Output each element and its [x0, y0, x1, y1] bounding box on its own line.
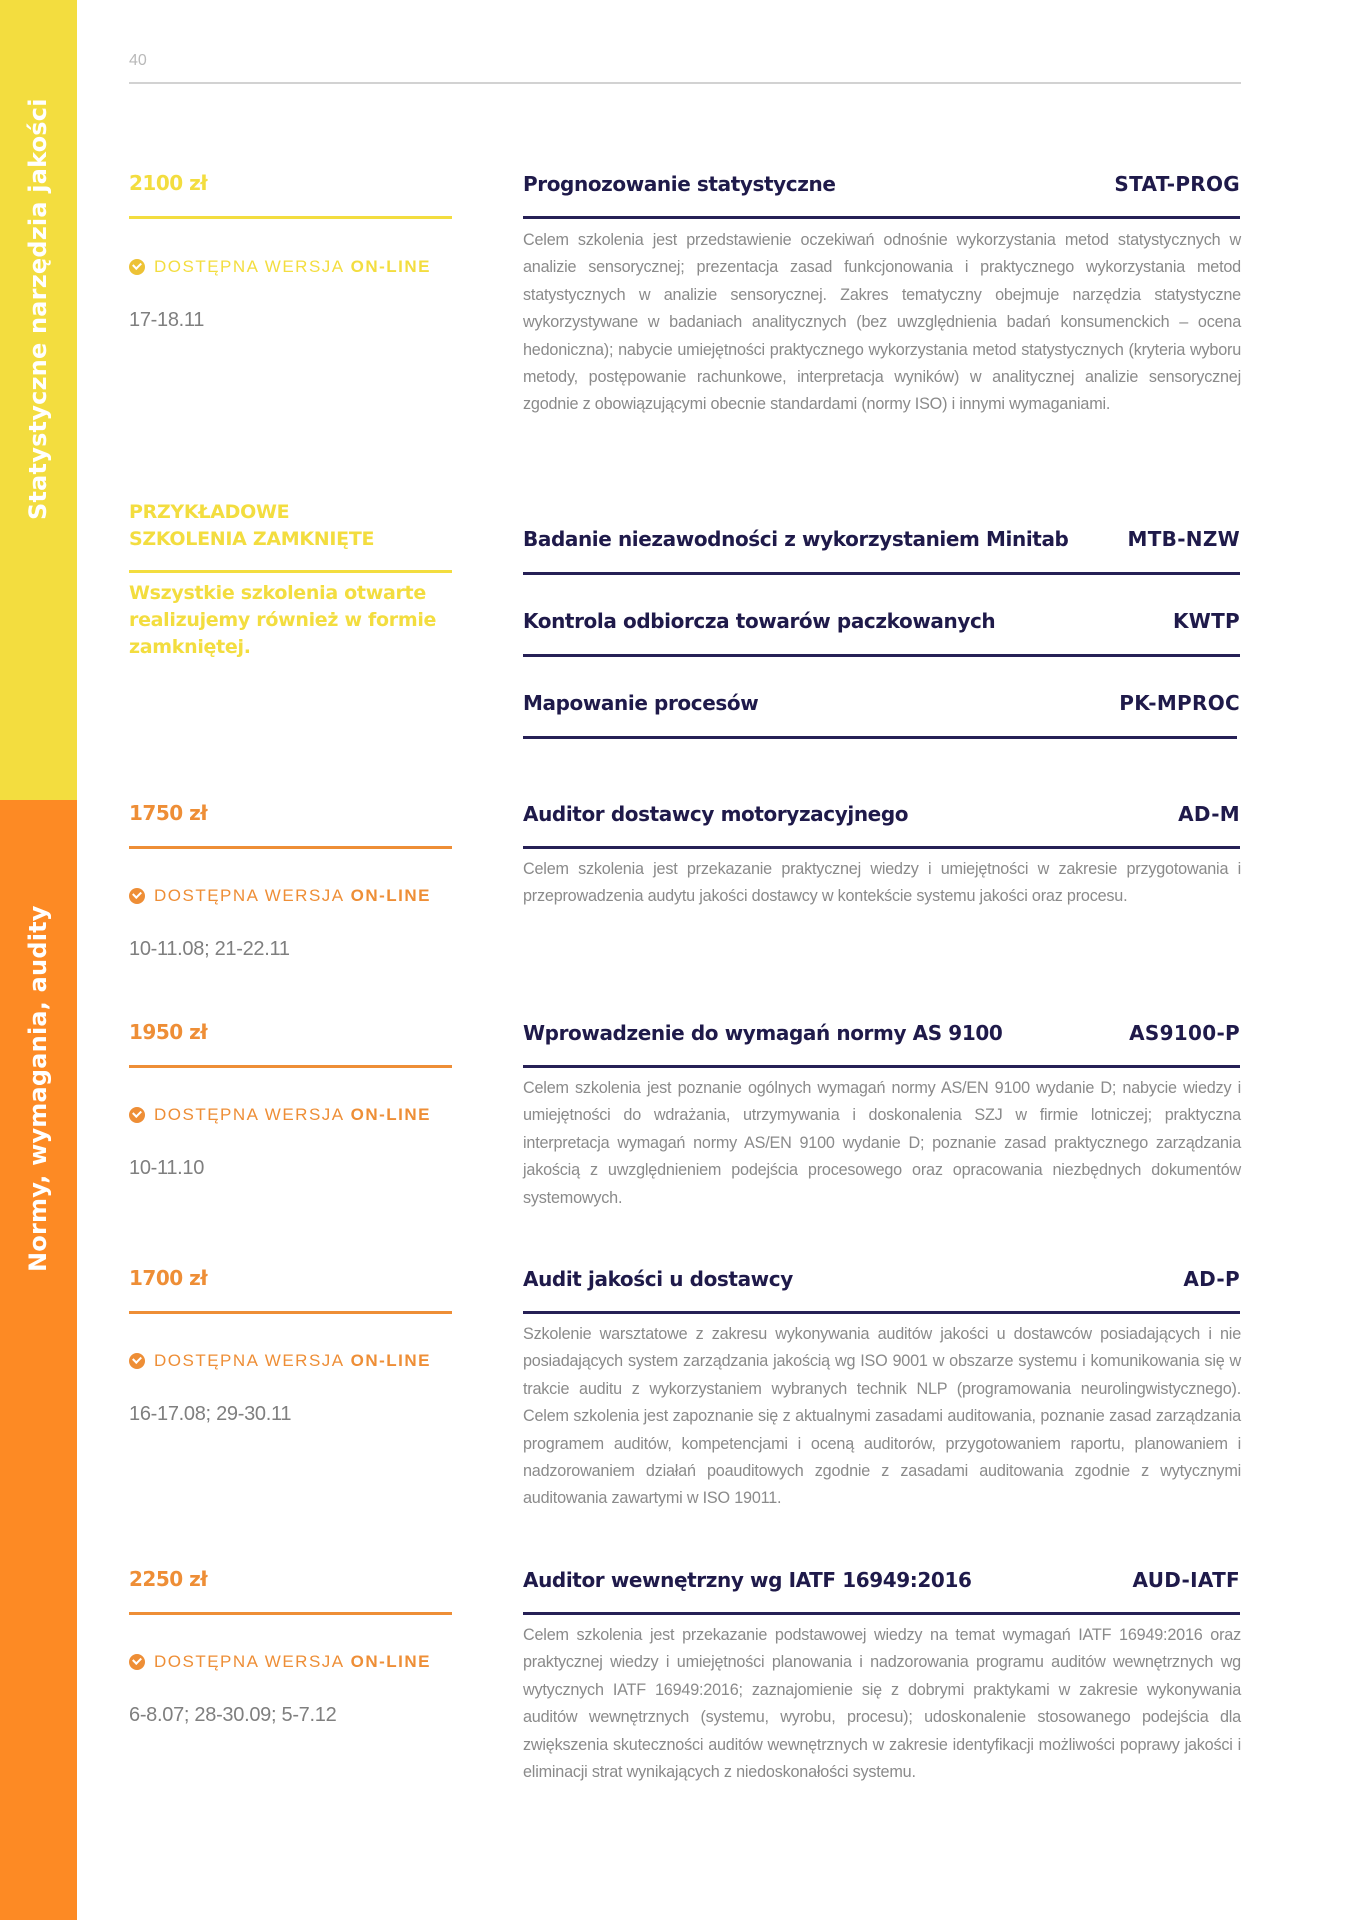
check-circle-icon — [129, 1107, 145, 1123]
course-code: AS9100-P — [1129, 1021, 1240, 1045]
online-availability — [129, 886, 431, 906]
check-circle-icon — [129, 1654, 145, 1670]
section-label-text: Normy, wymagania, audity — [24, 905, 52, 1272]
title-divider — [523, 846, 1240, 849]
title-divider — [523, 1065, 1240, 1068]
online-availability — [129, 1652, 431, 1672]
price-divider — [129, 1612, 452, 1615]
price-divider — [129, 846, 452, 849]
online-label-prefix: DOSTĘPNA WERSJA — [154, 886, 345, 905]
course-dates: 6-8.07; 28-30.09; 5-7.12 — [129, 1704, 337, 1726]
course-price: 1950 zł — [129, 1020, 208, 1044]
section-label-norms-audits — [0, 800, 77, 1920]
closed-heading-line1: PRZYKŁADOWE — [129, 501, 290, 523]
closed-item-title[interactable]: Kontrola odbiorcza towarów paczkowanych — [523, 609, 996, 633]
closed-note: Wszystkie szkolenia otwarte realizujemy również w formie zamkniętej. — [129, 582, 437, 658]
course-description: Celem szkolenia jest poznanie ogólnych wymagań normy AS/EN 9100 wydanie D; nabycie wiedzy i umiejętności do wdrażania, utrzymywania i doskonalenia SZJ w firmie lotniczej; praktyczna interpretacja wymagań normy AS/EN 9100 wydanie D; poznanie zasad praktycznego zarządzania jakością z uwzględnieniem podejścia procesowego oraz opracowania niezbędnych dokumentów systemowych. — [523, 1079, 1241, 1207]
online-label-prefix: DOSTĘPNA WERSJA — [154, 1351, 345, 1370]
online-label-bold: ON-LINE — [350, 1351, 432, 1370]
price-divider — [129, 1065, 452, 1068]
section-label-text: Statystyczne narzędzia jakości — [24, 98, 52, 520]
online-label-prefix: DOSTĘPNA WERSJA — [154, 257, 345, 276]
closed-divider — [129, 570, 452, 573]
check-circle-icon — [129, 888, 145, 904]
course-description: Celem szkolenia jest przedstawienie oczekiwań odnośnie wykorzystania metod statystycznych w analizie sensorycznej; prezentacja zasad funkcjonowania i praktycznego wykorzystania metod statystycznych w analizie sensorycznej. Zakres tematyczny obejmuje narzędzia statystyczne wykorzystywane w badaniach analitycznych (bez uwzględnienia badań konsumenckich – ocena hedoniczna); nabycie umiejętności praktycznego wykorzystania metod statystycznych (kryteria wyboru metody, postępowanie rachunkowe, interpretacja wyników) w analitycznej analizie sensorycznej zgodnie z obowiązującymi obecnie standardami (normy ISO) i innymi wymaganiami. — [523, 231, 1241, 414]
course-description: Celem szkolenia jest przekazanie podstawowej wiedzy na temat wymagań IATF 16949:2016 oraz praktycznej wiedzy i umiejętności planowania i nadzorowania programu auditów wewnętrznych wg wytycznych IATF 16949:2016; zaznajomienie się z dobrymi praktykami w zakresie wykonywania auditów wewnętrznych (systemu, wyrobu, procesu); udoskonalenie stosowanego podejścia dla zwiększenia skuteczności auditów wewnętrznych w zakresie identyfikacji możliwości poprawy jakości i eliminacji strat wynikających z niedoskonałości systemu. — [523, 1626, 1241, 1782]
price-divider — [129, 1311, 452, 1314]
closed-item-title[interactable]: Badanie niezawodności z wykorzystaniem Minitab — [523, 527, 1069, 551]
closed-item-code: KWTP — [1172, 609, 1240, 633]
course-title[interactable]: Auditor dostawcy motoryzacyjnego — [523, 802, 909, 826]
online-label-bold: ON-LINE — [350, 886, 432, 905]
course-title[interactable]: Wprowadzenie do wymagań normy AS 9100 — [523, 1021, 1003, 1045]
header-divider — [129, 82, 1241, 84]
course-dates: 10-11.10 — [129, 1157, 205, 1179]
course-code: AD-M — [1178, 802, 1240, 826]
online-availability — [129, 1351, 431, 1371]
course-title[interactable]: Prognozowanie statystyczne — [523, 172, 836, 196]
title-divider — [523, 216, 1240, 219]
course-dates: 17-18.11 — [129, 309, 205, 331]
online-label-bold: ON-LINE — [350, 257, 432, 276]
page-number: 40 — [129, 52, 147, 69]
online-label-prefix: DOSTĘPNA WERSJA — [154, 1652, 345, 1671]
closed-item-divider — [523, 572, 1240, 575]
title-divider — [523, 1311, 1240, 1314]
closed-item-divider — [523, 736, 1237, 739]
course-price: 2100 zł — [129, 171, 208, 195]
course-title[interactable]: Auditor wewnętrzny wg IATF 16949:2016 — [523, 1568, 972, 1592]
course-description: Szkolenie warsztatowe z zakresu wykonywania auditów jakości u dostawców posiadających i nie posiadających system zarządzania jakością wg ISO 9001 w obszarze systemu i komunikowania się w trakcie auditu z wykorzystaniem wybranych technik NLP (programowania neurolingwistycznego). Celem szkolenia jest zapoznanie się z aktualnymi zasadami auditowania, poznanie zasad zarządzania programem auditów, kompetencjami i oceną auditorów, przygotowaniem raportu, planowaniem i nadzorowaniem działań poauditowych zgodnie z zasadami auditowania zgodnie z wytycznymi auditowania zawartymi w ISO 19011. — [523, 1325, 1241, 1508]
closed-item-code: PK-MPROC — [1119, 691, 1240, 715]
course-dates: 16-17.08; 29-30.11 — [129, 1403, 292, 1425]
check-circle-icon — [129, 1353, 145, 1369]
online-availability — [129, 1105, 431, 1125]
closed-item-code: MTB-NZW — [1127, 527, 1240, 551]
check-circle-icon — [129, 259, 145, 275]
online-availability — [129, 257, 431, 277]
closed-heading-line2: SZKOLENIA ZAMKNIĘTE — [129, 528, 375, 550]
course-price: 2250 zł — [129, 1567, 208, 1591]
closed-item-title[interactable]: Mapowanie procesów — [523, 691, 759, 715]
course-price: 1750 zł — [129, 801, 208, 825]
online-label-bold: ON-LINE — [350, 1105, 432, 1124]
course-description: Celem szkolenia jest przekazanie praktycznej wiedzy i umiejętności w zakresie przygotowania i przeprowadzenia audytu jakości dostawcy w kontekście systemu jakości oraz procesu. — [523, 860, 1241, 906]
course-price: 1700 zł — [129, 1266, 208, 1290]
section-label-statistical-tools — [0, 0, 77, 800]
course-dates: 10-11.08; 21-22.11 — [129, 938, 290, 960]
closed-item-divider — [523, 654, 1240, 657]
online-label-prefix: DOSTĘPNA WERSJA — [154, 1105, 345, 1124]
price-divider — [129, 216, 452, 219]
title-divider — [523, 1612, 1240, 1615]
course-title[interactable]: Audit jakości u dostawcy — [523, 1267, 793, 1291]
course-code: AD-P — [1183, 1267, 1240, 1291]
online-label-bold: ON-LINE — [350, 1652, 432, 1671]
course-code: AUD-IATF — [1132, 1568, 1240, 1592]
course-code: STAT-PROG — [1114, 172, 1240, 196]
